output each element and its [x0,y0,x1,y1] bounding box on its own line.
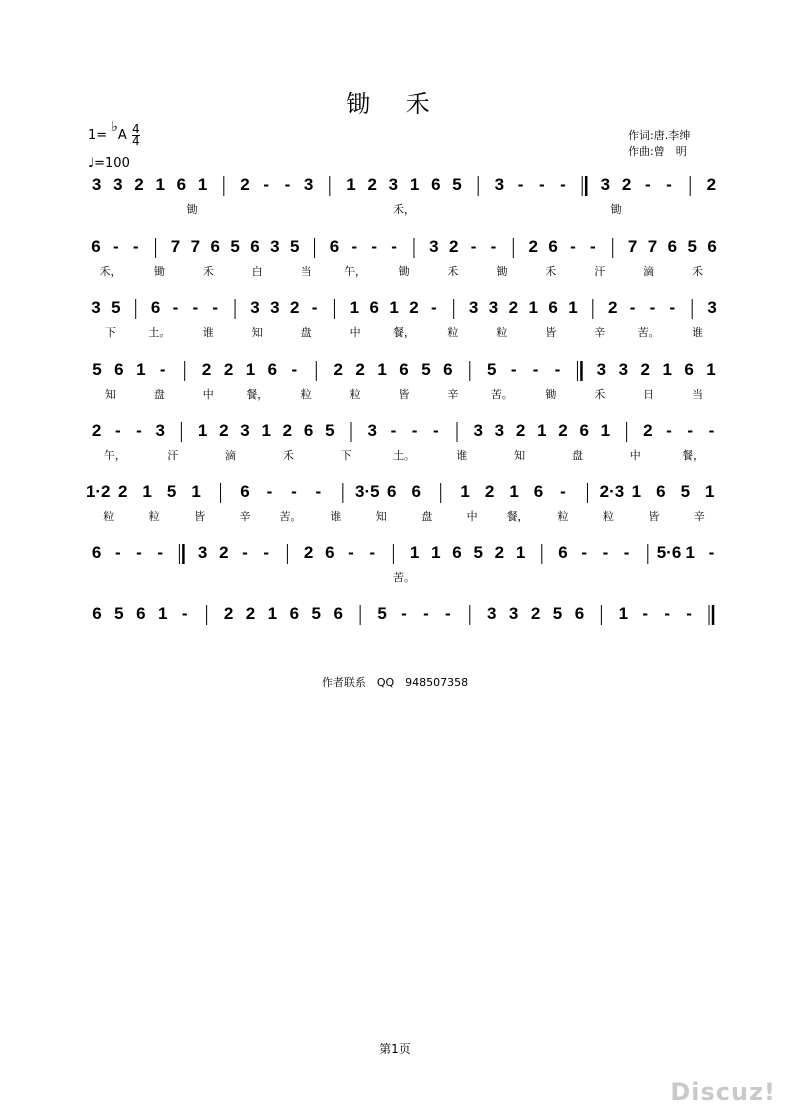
dash-note: - [369,543,376,562]
note: 5 [166,482,177,501]
note: 3 [303,175,314,194]
note: 3 [388,175,399,194]
lyric: 粒 [496,326,508,339]
note: 2 [530,604,541,623]
dash-note: - [212,298,219,317]
lyric: 苦。 [393,571,415,584]
lyric: 皆 [648,510,660,523]
lyric: 中 [202,388,214,401]
note: 3 [468,298,479,317]
note: 5 [325,421,335,440]
note: 5 [289,237,300,256]
note: 2 [528,237,538,256]
note: 3 [508,604,519,623]
lyric: 盘 [421,510,433,523]
note: 2 [289,298,300,317]
note: 2 [494,543,505,562]
dash-note: - [560,175,566,194]
flat-sign: ♭ [111,119,118,135]
dash-note: - [430,298,437,317]
note: 6 [91,543,102,562]
dash-note: - [136,543,142,562]
dash-note: - [642,604,649,623]
note: 1 [537,421,547,440]
note: 1 [431,543,441,562]
note: 5 [92,360,102,379]
note: 1 [261,421,271,440]
note: 2 [367,175,377,194]
note: 5 [114,604,124,623]
lyric: 中 [349,326,361,339]
dash-note: - [644,175,651,194]
note: 6 [533,482,544,501]
lyric: 知 [514,449,526,462]
lyric: 禾 [447,265,459,278]
lyric: 禾 [202,265,214,278]
note: 1·2 [85,482,111,501]
dash-note: - [669,298,676,317]
note: 6 [443,360,453,379]
note: 3 [270,298,280,317]
dash-note: - [390,421,397,440]
note: 1 [158,604,168,623]
dash-note: - [517,175,524,194]
lyric: 餐， [682,449,705,462]
note: 3 [618,360,629,379]
author-contact: 作者联系 QQ 948507358 [321,676,469,689]
lyric: 谁 [456,449,468,462]
note: 1 [618,604,629,623]
lyric: 当 [692,388,704,401]
note: 1 [346,175,356,194]
lyric: 谁 [330,510,342,523]
note: 6 [574,604,585,623]
dash-note: - [432,421,439,440]
dash-note: - [351,237,358,256]
note: 2·3 [599,482,625,501]
note: 2 [201,360,212,379]
lyric: 餐， [246,388,269,401]
note: 5 [680,482,691,501]
dash-note: - [664,604,671,623]
note: 1 [515,543,526,562]
note: 6 [558,543,568,562]
note: 2 [219,543,229,562]
lyric: 餐， [506,510,529,523]
note: 3 [473,421,483,440]
note: 6 [267,360,278,379]
dash-note: - [445,604,451,623]
note: 6 [684,360,694,379]
note: 7 [627,237,638,256]
note: 2 [219,421,229,440]
note: 3 [367,421,377,440]
note: 6 [656,482,666,501]
lyric: 谁 [202,326,214,339]
dash-note: - [181,604,188,623]
lyric: 当 [300,265,312,278]
note: 7 [190,237,201,256]
dash-note: - [291,482,297,501]
note: 1 [600,421,611,440]
dash-note: - [470,237,477,256]
note: 3 [270,237,280,256]
lyric: 锄 [496,265,508,278]
key-tonic: A [117,128,127,143]
dash-note: - [490,237,497,256]
note: 3 [488,298,499,317]
note: 1 [509,482,519,501]
lyric: 粒 [349,388,361,401]
note: 1 [528,298,538,317]
lyric: 中 [629,449,641,462]
note: 5 [421,360,431,379]
lyric: 土。 [393,449,415,462]
note: 5·6 [656,543,682,562]
note: 3 [486,604,497,623]
dash-note: - [263,543,270,562]
dash-note: - [623,543,630,562]
note: 6 [150,298,161,317]
lyric: 辛 [239,510,251,523]
dash-note: - [666,175,672,194]
note: 2 [448,237,459,256]
dash-note: - [311,298,318,317]
lyric: 汗 [167,449,179,462]
note: 3 [707,298,717,317]
note: 6 [325,543,335,562]
note: 6 [579,421,589,440]
time-top: 4 [131,122,140,136]
note: 6 [240,482,250,501]
dash-note: - [242,543,248,562]
dash-note: - [192,298,199,317]
note: 6 [91,237,101,256]
lyric: 禾， [99,265,122,278]
lyric: 禾 [545,265,557,278]
note: 2 [607,298,618,317]
note: 1 [662,360,672,379]
dash-note: - [423,604,429,623]
note: 2 [484,482,495,501]
lyric: 滴 [225,449,237,462]
note: 2 [508,298,519,317]
note: 6 [452,543,462,562]
lyric: 苦。 [279,510,302,523]
dash-note: - [136,421,142,440]
dash-note: - [132,237,139,256]
dash-note: - [538,175,545,194]
note: 1 [409,543,420,562]
lyric: 盘 [571,449,583,462]
lyric: 土。 [148,326,171,339]
lyric: 知 [375,510,387,523]
note: 3 [240,421,250,440]
note: 6 [411,482,421,501]
note: 1 [349,298,360,317]
note: 3 [91,175,102,194]
lyric: 粒 [602,510,614,523]
lyric: 盘 [153,388,165,401]
lyric: 皆 [194,510,206,523]
dash-note: - [708,421,715,440]
watermark: Discuz! [670,1078,776,1106]
lyric: 知 [104,388,116,401]
note: 2 [282,421,293,440]
note: 3 [155,421,165,440]
note: 1 [705,482,715,501]
lyric: 锄 [398,265,410,278]
note: 6 [667,237,678,256]
note: 7 [170,237,181,256]
dash-note: - [687,421,694,440]
note: 6 [136,604,146,623]
dash-note: - [602,543,609,562]
lyric: 锄 [545,388,557,401]
note: 3 [197,543,208,562]
dash-note: - [570,237,576,256]
note: 6 [176,175,187,194]
note: 6 [548,298,558,317]
note: 6 [431,175,441,194]
lyric: 白 [251,265,263,278]
tempo-value: =100 [94,156,130,171]
note: 2 [621,175,632,194]
note: 2 [333,360,343,379]
note: 6 [369,298,379,317]
song-title: 锄 禾 [346,90,444,118]
dash-note: - [510,360,517,379]
note: 2 [240,175,250,194]
dash-note: - [284,175,291,194]
note: 6 [387,482,397,501]
note: 3 [250,298,260,317]
lyric: 辛 [594,326,606,339]
page-number: 第1页 [379,1042,411,1056]
note: 1 [142,482,152,501]
note: 1 [685,543,695,562]
lyric: 皆 [545,326,557,339]
dash-note: - [666,421,672,440]
note: 3 [600,175,611,194]
lyricist: 作词:唐.李绅 [628,129,691,142]
note: 6 [289,604,300,623]
note: 3 [429,237,439,256]
lyric: 粒 [300,388,312,401]
note: 6 [707,237,717,256]
dash-note: - [112,237,119,256]
note: 6 [114,360,124,379]
lyric: 中 [466,510,478,523]
lyric: 午， [344,265,367,278]
dash-note: - [686,604,692,623]
lyric: 锄 [186,203,198,216]
note: 6 [250,237,260,256]
lyric: 苦。 [490,388,513,401]
note: 5 [473,543,483,562]
note: 7 [647,237,658,256]
dash-note: - [266,482,273,501]
note: 6 [548,237,558,256]
note: 5 [687,237,697,256]
dash-note: - [649,298,656,317]
note: 1 [631,482,642,501]
note: 2 [245,604,256,623]
note: 3 [596,360,607,379]
note: 2 [223,604,234,623]
lyric: 日 [643,388,655,401]
dash-note: - [401,604,407,623]
lyric: 辛 [693,510,705,523]
lyric: 下 [340,449,352,462]
note: 1 [568,298,578,317]
note: 2 [355,360,365,379]
note: 1 [409,175,420,194]
quarter-note-icon: ♩ [88,156,95,171]
lyric: 下 [104,326,116,339]
dash-note: - [560,482,566,501]
note: 5 [552,604,563,623]
lyric: 粒 [557,510,569,523]
note: 5 [486,360,497,379]
dash-note: - [114,421,121,440]
note: 2 [640,360,650,379]
note: 5 [230,237,240,256]
dash-note: - [348,543,354,562]
lyric: 滴 [643,265,655,278]
dash-note: - [391,237,397,256]
note: 2 [558,421,568,440]
dash-note: - [708,543,715,562]
note: 2 [303,543,314,562]
note: 6 [210,237,220,256]
dash-note: - [291,360,298,379]
lyric: 锄 [610,203,622,216]
lyric: 汗 [594,265,606,278]
lyric: 粒 [447,326,459,339]
note: 3 [494,175,505,194]
note: 2 [134,175,144,194]
lyric: 禾 [692,265,704,278]
lyric: 餐， [393,326,415,339]
lyric: 辛 [447,388,459,401]
note: 2 [515,421,526,440]
note: 1 [377,360,387,379]
note: 2 [706,175,717,194]
lyric: 禾 [282,449,294,462]
note: 2 [91,421,102,440]
lyric: 谁 [692,326,704,339]
dash-note: - [172,298,179,317]
note: 3 [494,421,505,440]
note: 6 [329,237,340,256]
lyric: 午， [103,449,126,462]
note: 6 [303,421,314,440]
dash-note: - [371,237,378,256]
lyric: 苦。 [637,326,660,339]
lyric: 禾 [594,388,606,401]
note: 1 [460,482,470,501]
lyric: 粒 [148,510,160,523]
note: 6 [333,604,343,623]
lyric: 皆 [398,388,410,401]
note: 5 [311,604,322,623]
note: 5 [452,175,462,194]
note: 2 [117,482,128,501]
note: 3·5 [355,482,380,501]
note: 1 [245,360,256,379]
key-prefix: 1= [88,128,108,143]
lyric: 粒 [103,510,115,523]
lyric: 锄 [153,265,165,278]
lyric: 禾， [393,203,415,216]
note: 5 [111,298,121,317]
dash-note: - [554,360,561,379]
lyric: 盘 [300,326,312,339]
note: 2 [223,360,234,379]
dash-note: - [629,298,636,317]
dash-note: - [263,175,270,194]
note: 1 [267,604,278,623]
dash-note: - [411,421,418,440]
note: 1 [197,421,208,440]
note: 3 [113,175,123,194]
note: 1 [389,298,399,317]
note: 5 [377,604,387,623]
note: 1 [136,360,146,379]
note: 1 [191,482,201,501]
composer: 作曲:曾 明 [628,145,687,158]
dash-note: - [157,543,164,562]
lyric: 知 [251,326,263,339]
note: 3 [91,298,101,317]
dash-note: - [315,482,322,501]
note: 6 [92,604,102,623]
dash-note: - [589,237,596,256]
note: 6 [399,360,409,379]
dash-note: - [581,543,588,562]
note: 2 [409,298,419,317]
note: 1 [197,175,208,194]
time-bottom: 4 [131,134,140,148]
note: 2 [643,421,653,440]
dash-note: - [114,543,121,562]
note: 1 [706,360,716,379]
dash-note: - [159,360,166,379]
dash-note: - [532,360,539,379]
note: 1 [155,175,165,194]
